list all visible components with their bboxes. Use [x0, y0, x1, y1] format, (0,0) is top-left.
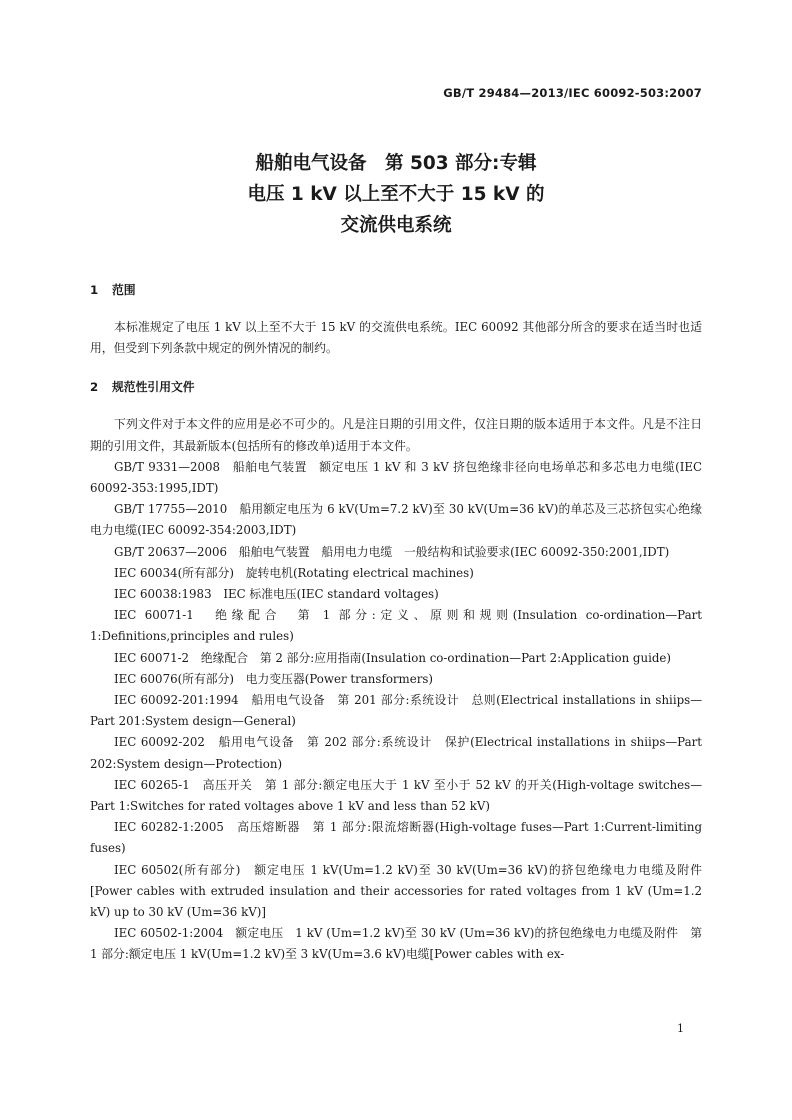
page-number: 1: [677, 1022, 684, 1035]
section-number: 2: [90, 380, 99, 395]
reference-item: GB/T 20637—2006 船舶电气装置 船用电力电缆 一般结构和试验要求(IEC 60092-350:2001,IDT): [114, 544, 670, 559]
standard-number: GB/T 29484—2013/IEC 60092-503:2007: [443, 86, 702, 100]
reference-item: IEC 60265-1 高压开关 第 1 部分:额定电压大于 1 kV 至小于 52 kV 的开关(High-voltage switches—Part 1:Switches for rated voltages above 1 kV and less than 52 kV): [90, 777, 702, 814]
section-heading-normative-references: [90, 377, 702, 398]
scope-paragraph: 本标准规定了电压 1 kV 以上至不大于 15 kV 的交流供电系统。IEC 60092 其他部分所含的要求在适当时也适用，但受到下列条款中规定的例外情况的制约。: [90, 320, 702, 356]
section-title: 规范性引用文件: [112, 380, 195, 395]
title-line-3: 交流供电系统: [340, 215, 452, 236]
section-number: 1: [90, 283, 99, 297]
reference-item: IEC 60071-1 绝缘配合 第 1 部分:定义、原则和规则(Insulation co-ordination—Part 1:Definitions,principles and rules): [90, 608, 702, 644]
reference-item: IEC 60092-202 船用电气设备 第 202 部分:系统设计 保护(Electrical installations in shiips—Part 202:System design—Protection): [90, 735, 702, 771]
reference-item: IEC 60282-1:2005 高压熔断器 第 1 部分:限流熔断器(High-voltage fuses—Part 1:Current-limiting fuses): [90, 820, 702, 856]
document-body: [90, 280, 702, 966]
reference-item: IEC 60071-2 绝缘配合 第 2 部分:应用指南(Insulation co-ordination—Part 2:Application guide): [114, 650, 671, 665]
reference-item: GB/T 17755—2010 船用额定电压为 6 kV(Um=7.2 kV)至 30 kV(Um=36 kV)的单芯及三芯挤包实心绝缘电力电缆(IEC 60092-354:2003,IDT): [90, 502, 702, 538]
document-title: [0, 148, 792, 241]
section-title: 范围: [112, 283, 136, 297]
reference-item: IEC 60502-1:2004 额定电压 1 kV (Um=1.2 kV)至 30 kV (Um=36 kV)的挤包绝缘电力电缆及附件 第 1 部分:额定电压 1 kV(Um=1.2 kV)至 3 kV(Um=3.6 kV)电缆[Power cables with ex-: [90, 926, 702, 962]
title-line-2: 电压 1 kV 以上至不大于 15 kV 的: [247, 184, 545, 205]
reference-item: IEC 60092-201:1994 船用电气设备 第 201 部分:系统设计 总则(Electrical installations in shiips—Part 201:System design—General): [90, 693, 702, 729]
references-intro: 下列文件对于本文件的应用是必不可少的。凡是注日期的引用文件，仅注日期的版本适用于本文件。凡是不注日期的引用文件，其最新版本(包括所有的修改单)适用于本文件。: [90, 417, 702, 453]
reference-item: IEC 60034(所有部分) 旋转电机(Rotating electrical machines): [114, 565, 474, 580]
reference-item: IEC 60502(所有部分) 额定电压 1 kV(Um=1.2 kV)至 30 kV(Um=36 kV)的挤包绝缘电力电缆及附件[Power cables with extruded insulation and their accessories for rated voltages from 1 kV (Um=1.2 kV) up to 30 kV (Um=36 kV)]: [90, 862, 702, 920]
reference-item: IEC 60038:1983 IEC 标准电压(IEC standard voltages): [114, 587, 439, 602]
section-heading-scope: [90, 280, 702, 301]
reference-item: GB/T 9331—2008 船舶电气装置 额定电压 1 kV 和 3 kV 挤包绝缘非径向电场单芯和多芯电力电缆(IEC 60092-353:1995,IDT): [90, 459, 702, 496]
reference-item: IEC 60076(所有部分) 电力变压器(Power transformers): [114, 671, 434, 686]
title-line-1: 船舶电气设备 第 503 部分:专辑: [255, 153, 537, 174]
